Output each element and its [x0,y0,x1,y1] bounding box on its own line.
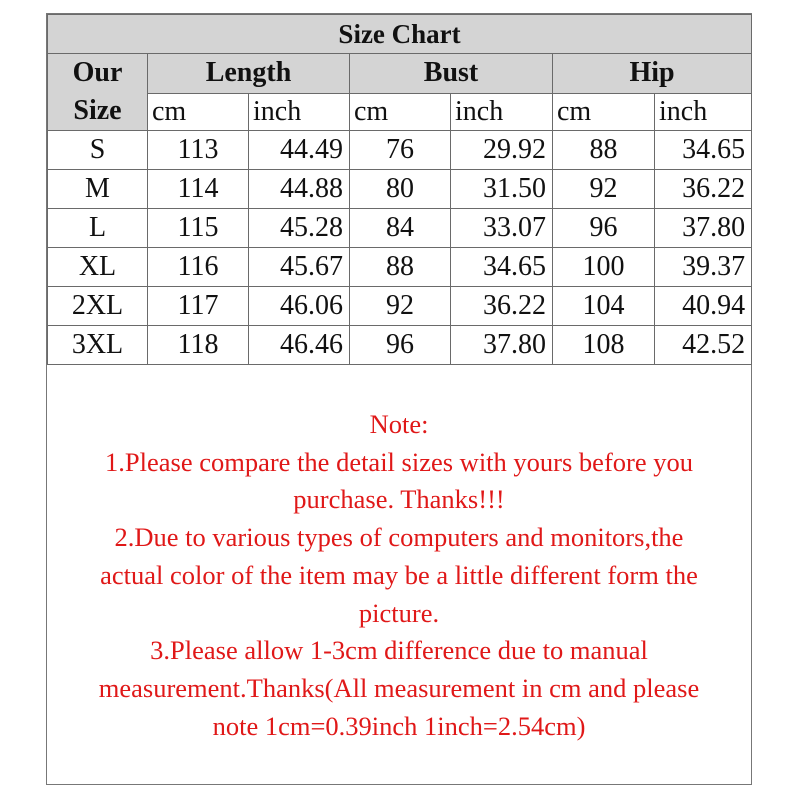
table-row [48,170,752,209]
note-line: picture. [358,597,440,628]
hip-inch-cell: 36.22 [655,170,752,209]
hip-cm-cell: 92 [553,170,655,209]
hip-cm-cell: 88 [553,131,655,170]
hip-inch-cell: 34.65 [655,131,752,170]
unit-length-inch: inch [249,93,350,131]
title-row [48,15,752,54]
hip-cm-cell: 96 [553,209,655,248]
bust-cm-cell: 92 [350,287,451,326]
hip-inch-cell: 40.94 [655,287,752,326]
length-cm-cell: 117 [148,287,249,326]
unit-hip-inch: inch [655,93,752,131]
length-cm-cell: 115 [148,209,249,248]
note-line: 1.Please compare the detail sizes with yours before you [105,446,693,477]
bust-cm-cell: 84 [350,209,451,248]
bust-inch-cell: 36.22 [451,287,553,326]
unit-bust-inch: inch [451,93,553,131]
hip-inch-cell: 42.52 [655,326,752,365]
table-row [48,287,752,326]
bust-inch-cell: 34.65 [451,248,553,287]
size-cell: 2XL [48,287,148,326]
hip-header: Hip [553,54,752,94]
table-row [48,209,752,248]
hip-cm-cell: 100 [553,248,655,287]
length-cm-cell: 113 [148,131,249,170]
unit-hip-cm: cm [553,93,655,131]
size-cell: S [48,131,148,170]
bust-cm-cell: 88 [350,248,451,287]
bust-inch-cell: 29.92 [451,131,553,170]
chart-title: Size Chart [48,15,752,54]
bust-cm-cell: 80 [350,170,451,209]
note-heading: Note: [369,409,429,439]
hip-inch-cell: 39.37 [655,248,752,287]
group-header-row [48,54,752,94]
notes-block [47,406,751,745]
size-column-header [48,54,148,131]
note-line: 3.Please allow 1-3cm difference due to manual [150,635,648,666]
size-header-line-1: Our [72,57,123,88]
length-cm-cell: 116 [148,248,249,287]
note-line: measurement.Thanks(All measurement in cm and please [98,672,700,703]
unit-header-row [48,93,752,131]
size-cell: M [48,170,148,209]
length-inch-cell: 46.46 [249,326,350,365]
length-cm-cell: 118 [148,326,249,365]
table-row [48,248,752,287]
size-cell: XL [48,248,148,287]
hip-cm-cell: 104 [553,287,655,326]
size-cell: L [48,209,148,248]
unit-length-cm: cm [148,93,249,131]
table-row [48,326,752,365]
table-row [48,131,752,170]
size-header-line-2: Size [73,95,122,126]
length-inch-cell: 44.49 [249,131,350,170]
bust-cm-cell: 76 [350,131,451,170]
bust-cm-cell: 96 [350,326,451,365]
bust-inch-cell: 37.80 [451,326,553,365]
length-inch-cell: 46.06 [249,287,350,326]
note-line: purchase. Thanks!!! [293,484,505,515]
note-line: note 1cm=0.39inch 1inch=2.54cm) [212,710,586,741]
length-inch-cell: 44.88 [249,170,350,209]
length-inch-cell: 45.28 [249,209,350,248]
length-inch-cell: 45.67 [249,248,350,287]
size-cell: 3XL [48,326,148,365]
hip-inch-cell: 37.80 [655,209,752,248]
bust-header: Bust [350,54,553,94]
hip-cm-cell: 108 [553,326,655,365]
unit-bust-cm: cm [350,93,451,131]
bust-inch-cell: 33.07 [451,209,553,248]
length-header: Length [148,54,350,94]
size-chart-table [47,14,752,365]
note-line: 2.Due to various types of computers and monitors,the [114,522,684,553]
note-line: actual color of the item may be a little different form the [100,559,698,590]
size-chart-sheet [46,13,752,785]
length-cm-cell: 114 [148,170,249,209]
bust-inch-cell: 31.50 [451,170,553,209]
